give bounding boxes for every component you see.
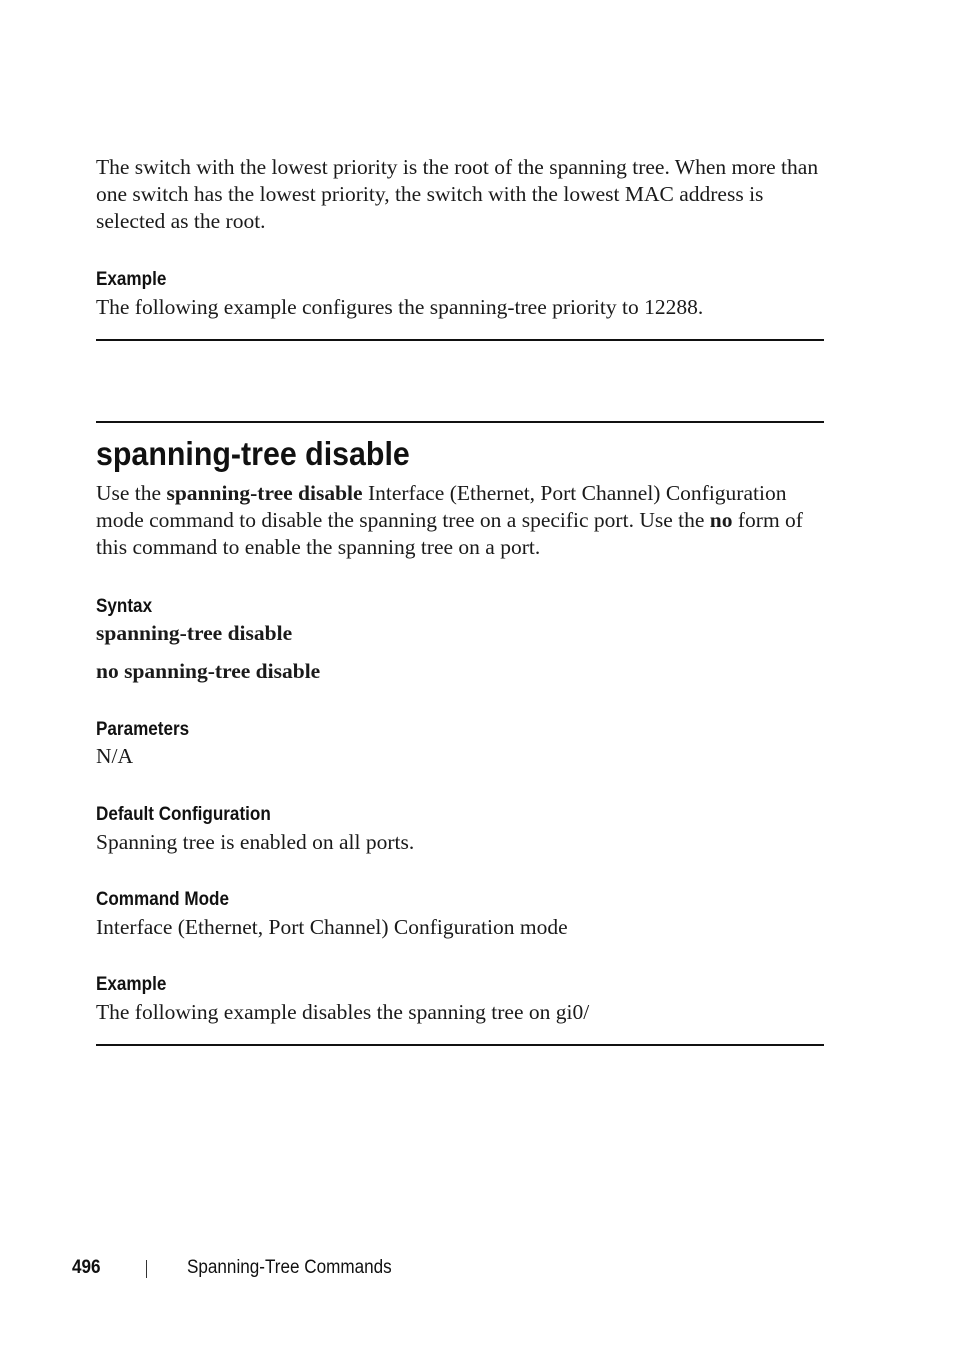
desc-no-keyword: no <box>709 508 733 532</box>
example-heading-2: Example <box>96 974 167 995</box>
syntax-line-2: no spanning-tree disable <box>96 659 321 683</box>
command-mode-text: Interface (Ethernet, Port Channel) Configuration mode <box>96 915 568 939</box>
desc-command: spanning-tree disable <box>166 481 363 505</box>
section-end-rule <box>96 339 824 341</box>
chapter-title: Spanning-Tree Commands <box>187 1257 392 1278</box>
default-config-heading: Default Configuration <box>96 804 271 825</box>
syntax-heading: Syntax <box>96 596 153 617</box>
syntax-line-1: spanning-tree disable <box>96 621 293 645</box>
parameters-heading: Parameters <box>96 719 190 740</box>
desc-text-3: form of this command to enable the spanning tree on a port. <box>96 508 803 559</box>
example-text: The following example configures the spanning-tree priority to 12288. <box>96 295 704 319</box>
page-number: 496 <box>72 1257 101 1278</box>
section-description <box>96 480 836 561</box>
desc-text-1: Use the <box>96 481 167 505</box>
footer-separator <box>146 1260 147 1278</box>
example-text-2: The following example disables the spanning tree on gi0/ <box>96 1000 590 1024</box>
section-bottom-rule <box>96 1044 824 1046</box>
default-config-text: Spanning tree is enabled on all ports. <box>96 830 415 854</box>
intro-paragraph: The switch with the lowest priority is the root of the spanning tree. When more than one switch has the lowest priority, the switch with the lowest MAC address is selected as the root. <box>96 155 819 233</box>
example-heading: Example <box>96 269 167 290</box>
section-start-rule <box>96 421 824 423</box>
desc-text-2: Interface (Ethernet, Port Channel) Configuration mode command to disable the spanning tree on a specific port. Use the <box>96 481 787 532</box>
section-title: spanning-tree disable <box>96 435 410 472</box>
command-mode-heading: Command Mode <box>96 889 230 910</box>
parameters-text: N/A <box>96 744 134 768</box>
